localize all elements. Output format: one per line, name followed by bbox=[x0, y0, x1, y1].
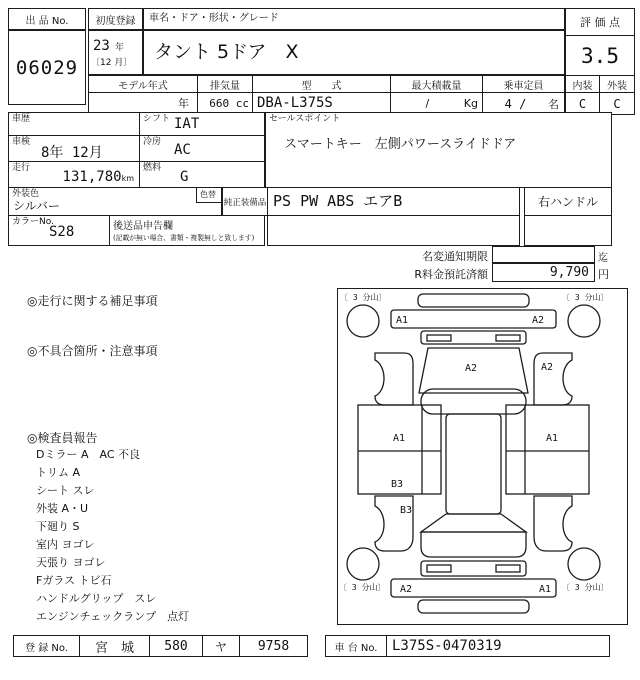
exterior-header: 外装 bbox=[599, 75, 635, 93]
rear-gate-outline bbox=[421, 532, 526, 557]
mileage-label: 走行 bbox=[12, 163, 31, 173]
recycle-fee-suffix: 円 bbox=[598, 268, 609, 281]
mark-front-bumper-left: A1 bbox=[396, 315, 409, 326]
lot-no-value: 06029 bbox=[8, 30, 86, 105]
model-year-value: 年 bbox=[88, 92, 198, 115]
name-change-suffix: 迄 bbox=[598, 253, 608, 264]
rear-window-outline bbox=[421, 514, 526, 532]
history-label: 車歴 bbox=[12, 114, 31, 124]
mark-rear-bumper-right: A1 bbox=[539, 584, 552, 595]
first-reg-year: 23 bbox=[93, 38, 110, 54]
model-code-value: DBA-L375S bbox=[252, 92, 391, 115]
score-header: 評 価 点 bbox=[565, 8, 635, 36]
taillight-right-outline bbox=[496, 565, 520, 572]
mark-door-front-left: A1 bbox=[393, 433, 406, 444]
mark-front-fender-right: A2 bbox=[541, 362, 554, 373]
quarter-right-outline bbox=[534, 496, 572, 551]
chassis-no-value: L375S-0470319 bbox=[386, 635, 610, 657]
tire-label-rear-right: 〔 3 分山〕 bbox=[562, 583, 609, 592]
mark-rear-bumper-left: A2 bbox=[400, 584, 413, 595]
first-reg-month: 〔12 月〕 bbox=[91, 58, 133, 68]
first-reg-year-unit: 年 bbox=[114, 43, 124, 53]
registration-number: 9758 bbox=[239, 635, 308, 657]
headlight-right-outline bbox=[496, 335, 520, 341]
inspector-report-title: ◎検査員報告 bbox=[27, 431, 98, 445]
aircon-cell bbox=[139, 135, 265, 162]
inspection-cell bbox=[8, 135, 140, 162]
recycle-fee-label: R料金預託済額 bbox=[414, 268, 488, 281]
displacement-header: 排気量 bbox=[197, 75, 253, 93]
tire-label-front-right: 〔 3 分山〕 bbox=[562, 293, 609, 302]
front-grille-outline bbox=[421, 331, 526, 344]
mileage-note-title: ◎走行に関する補足事項 bbox=[27, 294, 158, 308]
front-fender-right-outline bbox=[534, 353, 572, 405]
headlight-left-outline bbox=[427, 335, 451, 341]
mileage-cell bbox=[8, 161, 140, 188]
sales-point-value: スマートキー 左側パワースライドドア bbox=[284, 137, 517, 152]
mark-hood: A2 bbox=[465, 363, 478, 374]
taillight-left-outline bbox=[427, 565, 451, 572]
aircon-value: AC bbox=[174, 142, 191, 158]
registration-no-label: 登 録 No. bbox=[13, 635, 80, 657]
model-code-header: 型 式 bbox=[252, 75, 391, 93]
side-panel-right-outline bbox=[506, 405, 589, 494]
max-load-header: 最大積載量 bbox=[390, 75, 483, 93]
shift-label: シフト bbox=[143, 114, 171, 124]
recycle-fee-box: 9,790 bbox=[492, 263, 595, 282]
equipment-label: 純正装備品 bbox=[222, 187, 268, 216]
color-change-cell bbox=[196, 188, 221, 203]
inspector-report-list bbox=[36, 446, 189, 626]
exterior-color-value: シルバー bbox=[13, 199, 60, 213]
exterior-grade: C bbox=[599, 92, 635, 115]
inspector-item: ハンドルグリップ スレ bbox=[36, 592, 157, 605]
exterior-color-label: 外装色 bbox=[12, 189, 40, 199]
mileage-unit: km bbox=[121, 174, 134, 183]
registration-kana: ヤ bbox=[202, 635, 240, 657]
inspection-value: 8年 12月 bbox=[41, 145, 103, 161]
first-registration-value bbox=[88, 30, 143, 75]
color-no-cell bbox=[8, 215, 110, 246]
later-items-note: (記載が無い場合、書類・複製無しと致します) bbox=[113, 234, 255, 242]
score-value: 3.5 bbox=[565, 35, 635, 76]
color-no-value: S28 bbox=[49, 224, 75, 240]
first-registration-header: 初度登録 bbox=[88, 8, 143, 30]
defect-note-title: ◎不具合箇所・注意事項 bbox=[27, 344, 158, 358]
inspector-item: Dミラー A AC 不良 bbox=[36, 448, 141, 461]
steering-position: 右ハンドル bbox=[524, 187, 612, 216]
front-fender-left-outline bbox=[375, 353, 413, 405]
damage-diagram bbox=[337, 288, 628, 625]
inspector-item: 下廻り S bbox=[36, 520, 80, 533]
later-items-cell bbox=[109, 215, 265, 246]
registration-area: 宮 城 bbox=[79, 635, 150, 657]
later-items-label: 後送品申告欄 bbox=[113, 221, 173, 232]
inspector-item: トリム A bbox=[36, 466, 81, 479]
tire-rear-right bbox=[568, 548, 600, 580]
inspection-label: 車検 bbox=[12, 137, 31, 147]
max-load-unit: Kg bbox=[463, 97, 478, 110]
mark-door-front-right: A1 bbox=[546, 433, 559, 444]
color-no-label: カラーNo. bbox=[12, 217, 54, 227]
shift-cell bbox=[139, 112, 265, 136]
inspector-item: Fガラス トビ石 bbox=[36, 574, 112, 587]
equipment-empty-cell bbox=[267, 215, 520, 246]
tire-rear-left bbox=[347, 548, 379, 580]
capacity-number: 4 / bbox=[504, 96, 527, 111]
damage-diagram-svg bbox=[338, 289, 627, 624]
inspector-item: 天張り ヨゴレ bbox=[36, 556, 106, 569]
tire-front-left bbox=[347, 305, 379, 337]
tire-label-front-left: 〔 3 分山〕 bbox=[340, 293, 387, 302]
rear-bumper-outline bbox=[391, 579, 556, 597]
color-change-label: 色替 bbox=[200, 190, 216, 199]
registration-class: 580 bbox=[149, 635, 203, 657]
history-cell bbox=[8, 112, 140, 136]
front-bumper-top-outline bbox=[418, 294, 529, 307]
car-name-value: タント 5ドア X bbox=[143, 30, 565, 75]
roof-outline bbox=[446, 414, 501, 514]
inspector-item: 室内 ヨゴレ bbox=[36, 538, 95, 551]
capacity-header: 乗車定員 bbox=[482, 75, 565, 93]
tire-front-right bbox=[568, 305, 600, 337]
capacity-unit: 名 bbox=[548, 97, 559, 111]
exterior-color-cell bbox=[8, 187, 222, 216]
car-name-header: 車名・ドア・形状・グレード bbox=[143, 8, 565, 30]
sales-point-cell bbox=[265, 112, 612, 188]
rear-light-strip-outline bbox=[421, 561, 526, 576]
model-year-header: モデル年式 bbox=[88, 75, 198, 93]
sales-point-label: セールスポイント bbox=[269, 114, 341, 124]
max-load-slash: / bbox=[425, 97, 430, 110]
equipment-value: PS PW ABS エアB bbox=[267, 187, 520, 216]
aircon-label: 冷房 bbox=[143, 137, 162, 147]
rear-bumper-bottom-outline bbox=[418, 600, 529, 613]
fuel-value: G bbox=[180, 169, 189, 185]
mark-quarter-rear-left: B3 bbox=[400, 505, 413, 516]
inspector-item: シート スレ bbox=[36, 484, 95, 497]
mark-front-bumper-right: A2 bbox=[532, 315, 545, 326]
shift-value: IAT bbox=[174, 116, 200, 132]
inspector-item: エンジンチェックランプ 点灯 bbox=[36, 610, 190, 623]
interior-grade: C bbox=[565, 92, 600, 115]
mark-door-rear-left: B3 bbox=[391, 479, 404, 490]
displacement-value: 660 cc bbox=[197, 92, 253, 115]
lot-no-header: 出 品 No. bbox=[8, 8, 86, 30]
name-change-label: 名変通知期限 bbox=[422, 250, 488, 263]
fuel-label: 燃料 bbox=[143, 163, 162, 173]
name-change-box bbox=[492, 246, 595, 263]
chassis-no-label: 車 台 No. bbox=[325, 635, 387, 657]
fuel-cell bbox=[139, 161, 265, 188]
inspector-item: 外装 A・U bbox=[36, 502, 89, 515]
tire-label-rear-left: 〔 3 分山〕 bbox=[339, 583, 386, 592]
steering-empty-cell bbox=[524, 215, 612, 246]
interior-header: 内装 bbox=[565, 75, 600, 93]
mileage-value: 131,780 bbox=[62, 169, 122, 185]
